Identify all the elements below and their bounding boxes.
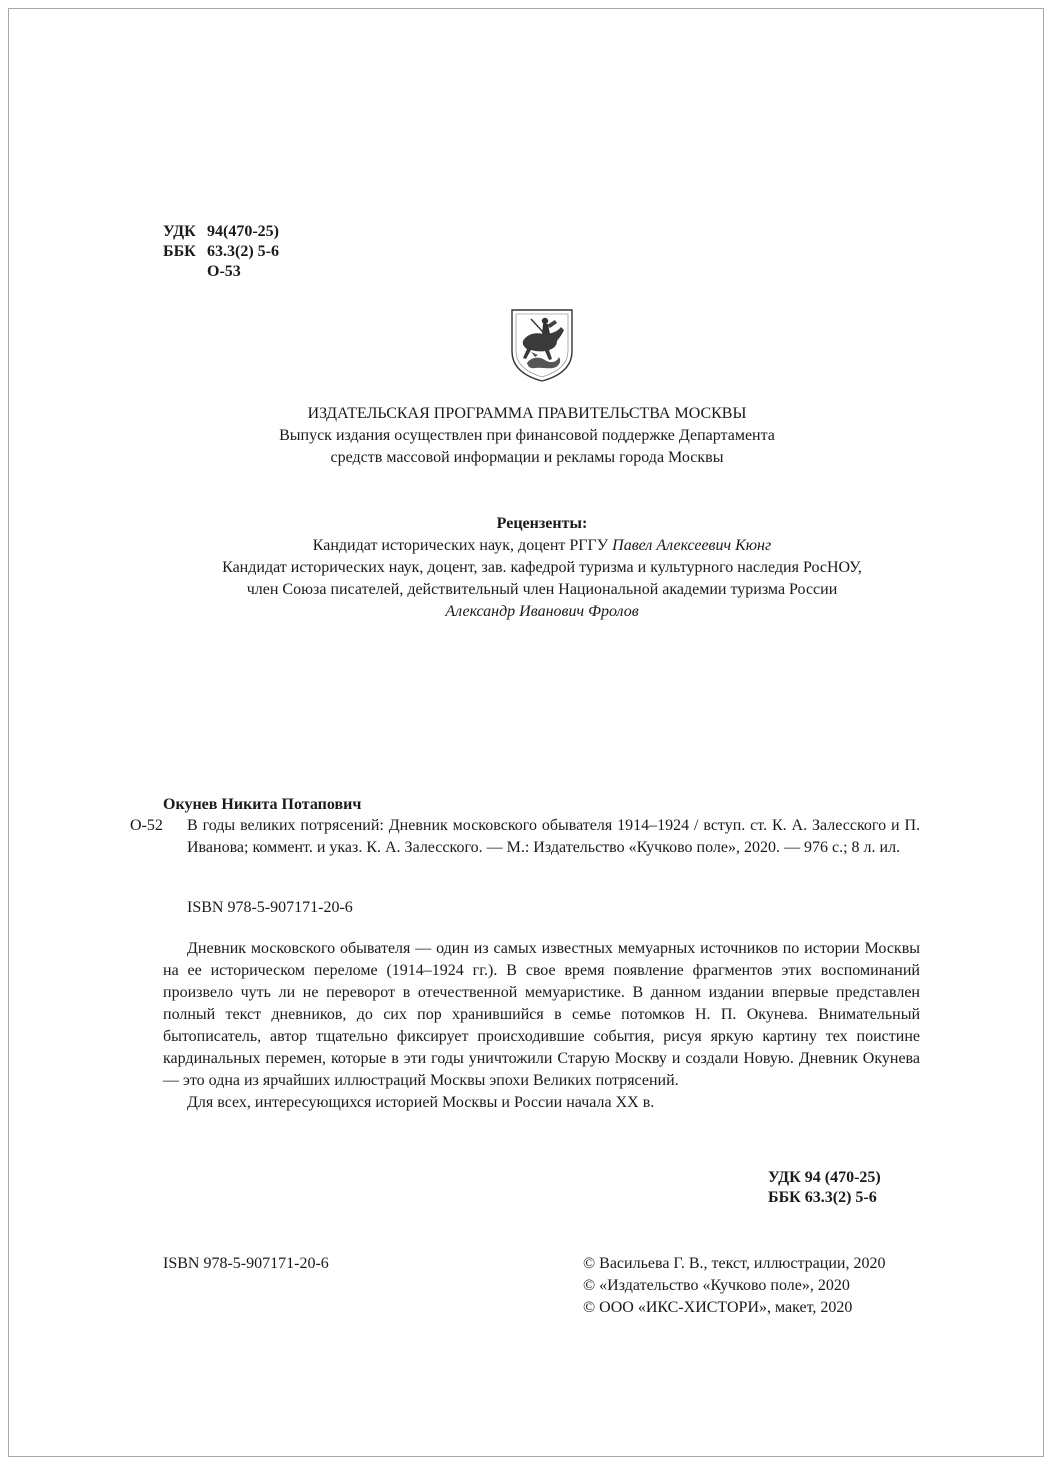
program-title: ИЗДАТЕЛЬСКАЯ ПРОГРАММА ПРАВИТЕЛЬСТВА МОСКВЫ: [307, 405, 747, 422]
bbk-label: ББК: [163, 243, 196, 260]
publishing-program: [0, 403, 1054, 469]
bibliographic-entry: [130, 815, 920, 859]
program-line-2: средств массовой информации и рекламы города Москвы: [330, 449, 724, 466]
entry-text: В годы великих потрясений: Дневник московского обывателя 1914–1924 / вступ. ст. К. А. Залесского и П. Иванова; коммент. и указ. К. А. Залесского. — М.: Издательство «Кучково поле», 2020. — 976 с.; 8 л. ил.: [187, 817, 920, 856]
entry-code: О-52: [130, 817, 163, 834]
reviewer-2-credentials-line-2: член Союза писателей, действительный член Национальной академии туризма России: [246, 581, 838, 598]
copyright-2: © «Издательство «Кучково поле», 2020: [583, 1277, 850, 1294]
abstract-paragraph-2: Для всех, интересующихся историей Москвы и России начала XX в.: [187, 1094, 655, 1111]
reviewers-block: [0, 513, 1054, 623]
moscow-coat-of-arms-icon: [509, 307, 575, 383]
reviewers-heading: Рецензенты:: [496, 515, 588, 532]
entry-isbn: ISBN 978-5-907171-20-6: [187, 899, 353, 916]
udk-label: УДК: [163, 223, 196, 240]
classification-block: [768, 1168, 881, 1208]
bbk-value: 63.3(2) 5-6: [207, 243, 279, 260]
entry-author: Окунев Никита Потапович: [163, 796, 362, 813]
copyright-3: © ООО «ИКС-ХИСТОРИ», макет, 2020: [583, 1299, 853, 1316]
copyright-block: [583, 1253, 885, 1319]
udk-value: 94(470-25): [207, 223, 279, 240]
classification-bbk: ББК 63.3(2) 5-6: [768, 1189, 877, 1206]
reviewer-2-credentials-line-1: Кандидат исторических наук, доцент, зав. кафедрой туризма и культурного наследия РосНОУ,: [222, 559, 862, 576]
classification-udk: УДК 94 (470-25): [768, 1169, 881, 1186]
program-line-1: Выпуск издания осуществлен при финансовой поддержке Департамента: [279, 427, 775, 444]
reviewer-1: [0, 535, 1054, 557]
reviewer-2-name: Александр Иванович Фролов: [445, 603, 639, 620]
reviewer-1-name: Павел Алексеевич Кюнг: [612, 537, 772, 554]
author-mark: О-53: [207, 263, 241, 280]
footer-isbn: ISBN 978-5-907171-20-6: [163, 1255, 329, 1272]
bbk-row: [163, 242, 279, 262]
udk-block: [163, 222, 279, 282]
abstract-paragraph-1: Дневник московского обывателя — один из самых известных мемуарных источников по истории Москвы на ее историческом переломе (1914–1924 гг.). В свое время появление фрагментов этих воспоминаний произвело чуть ли не переворот в отечественной мемуаристике. В данном издании впервые представлен полный текст дневников, до сих пор хранившийся в семье потомков Н. П. Окунева. Внимательный бытописатель, автор тщательно фиксирует происходившие события, рисуя яркую картину тех поистине кардинальных перемен, которые в эти годы уничтожили Старую Москву и создали Новую. Дневник Окунева — это одна из ярчайших иллюстраций Москвы эпохи Великих потрясений.: [163, 940, 920, 1089]
abstract: [163, 938, 920, 1114]
udk-row: [163, 222, 279, 242]
reviewer-1-credentials: Кандидат исторических наук, доцент РГГУ: [312, 537, 613, 554]
copyright-1: © Васильева Г. В., текст, иллюстрации, 2020: [583, 1255, 886, 1272]
